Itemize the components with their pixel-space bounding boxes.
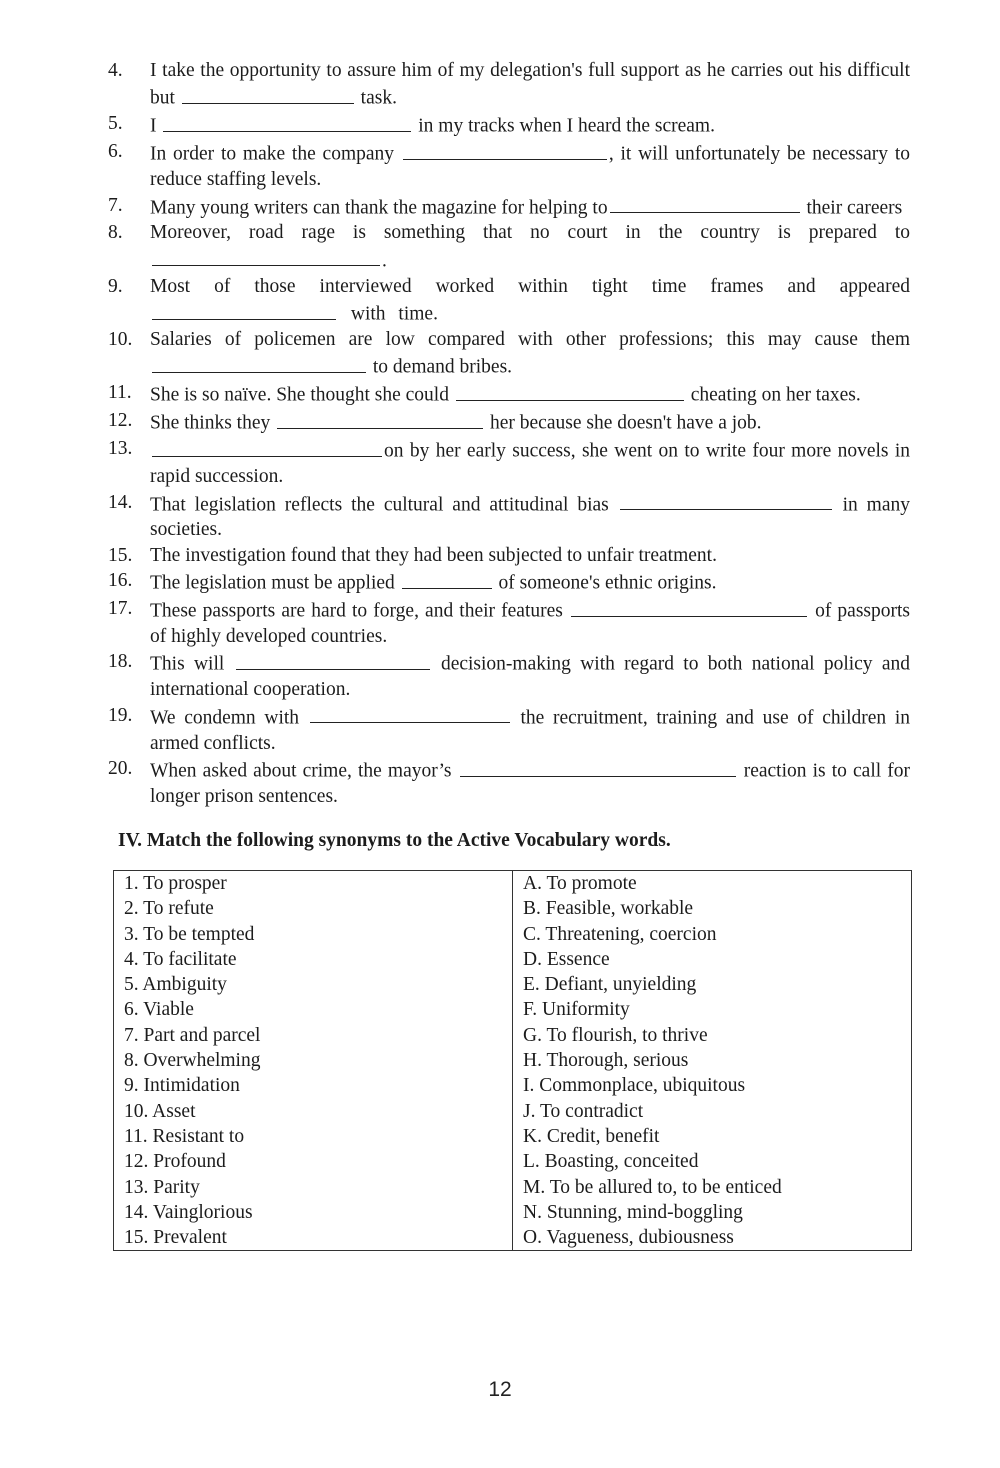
exercise-list	[108, 58, 910, 809]
exercise-item: 18. This will decision-making with regard to both national policy and international cooperation.	[108, 649, 910, 702]
item-number: 15.	[108, 544, 133, 566]
vocabulary-word: 2. To refute	[114, 896, 513, 921]
synonym-option: L. Boasting, conceited	[513, 1149, 912, 1174]
synonym-option: O. Vagueness, dubiousness	[513, 1225, 912, 1251]
exercise-item: 20. When asked about crime, the mayor’s reaction is to call for longer prison sentences.	[108, 756, 910, 809]
exercise-item: 4. I take the opportunity to assure him of my delegation's full support as he carries out his difficult but task.	[108, 58, 910, 111]
item-number: 16.	[108, 570, 133, 592]
item-number: 17.	[108, 598, 133, 620]
vocabulary-word: 8. Overwhelming	[114, 1048, 513, 1073]
exercise-item: 8. Moreover, road rage is something that no court in the country is prepared to .	[108, 220, 910, 273]
item-number: 13.	[108, 438, 133, 460]
vocabulary-word: 11. Resistant to	[114, 1124, 513, 1149]
section-title: IV. Match the following synonyms to the Active Vocabulary words.	[118, 830, 671, 851]
synonym-option: D. Essence	[513, 947, 912, 972]
table-row	[114, 947, 912, 972]
answer-blank[interactable]	[310, 703, 510, 724]
answer-blank[interactable]	[277, 408, 483, 429]
exercise-item: 15. The investigation found that they had been subjected to unfair treatment.	[108, 543, 910, 568]
item-number: 5.	[108, 113, 123, 135]
table-row	[114, 1124, 912, 1149]
synonym-table	[113, 870, 912, 1251]
exercise-item: 9. Most of those interviewed worked within tight time frames and appeared with time.	[108, 274, 910, 327]
item-number: 19.	[108, 704, 133, 726]
vocabulary-word: 7. Part and parcel	[114, 1023, 513, 1048]
answer-blank[interactable]	[571, 596, 807, 617]
vocabulary-word: 4. To facilitate	[114, 947, 513, 972]
exercise-item: 19. We condemn with the recruitment, training and use of children in armed conflicts.	[108, 703, 910, 756]
exercise-item: 16. The legislation must be applied of someone's ethnic origins.	[108, 568, 910, 596]
item-number: 7.	[108, 194, 123, 216]
item-number: 14.	[108, 491, 133, 513]
item-number: 6.	[108, 141, 123, 163]
table-row	[114, 1073, 912, 1098]
synonym-option: G. To flourish, to thrive	[513, 1023, 912, 1048]
table-row	[114, 1149, 912, 1174]
exercise-item: 5. I in my tracks when I heard the scream.	[108, 111, 910, 139]
synonym-option: K. Credit, benefit	[513, 1124, 912, 1149]
answer-blank[interactable]	[152, 436, 382, 457]
table-row	[114, 972, 912, 997]
exercise-item: 10. Salaries of policemen are low compared with other professions; this may cause them to demand bribes.	[108, 327, 910, 380]
synonym-option: H. Thorough, serious	[513, 1048, 912, 1073]
answer-blank[interactable]	[182, 83, 354, 104]
exercise-item: 17. These passports are hard to forge, and their features of passports of highly developed countries.	[108, 596, 910, 649]
synonym-option: M. To be allured to, to be enticed	[513, 1175, 912, 1200]
vocabulary-word: 3. To be tempted	[114, 922, 513, 947]
item-number: 20.	[108, 758, 133, 780]
exercise-item: 13. on by her early success, she went on to write four more novels in rapid succession.	[108, 436, 910, 489]
answer-blank[interactable]	[152, 246, 380, 267]
answer-blank[interactable]	[620, 490, 832, 511]
item-number: 4.	[108, 60, 123, 81]
vocabulary-word: 14. Vainglorious	[114, 1200, 513, 1225]
table-row	[114, 1225, 912, 1251]
table-row	[114, 871, 912, 897]
synonym-option: C. Threatening, coercion	[513, 922, 912, 947]
table-row	[114, 896, 912, 921]
vocabulary-word: 13. Parity	[114, 1175, 513, 1200]
vocabulary-word: 6. Viable	[114, 997, 513, 1022]
vocabulary-word: 9. Intimidation	[114, 1073, 513, 1098]
synonym-option: I. Commonplace, ubiquitous	[513, 1073, 912, 1098]
item-number: 10.	[108, 329, 133, 351]
answer-blank[interactable]	[152, 352, 366, 373]
table-row	[114, 1048, 912, 1073]
answer-blank[interactable]	[152, 299, 336, 320]
vocabulary-word: 1. To prosper	[114, 871, 513, 897]
vocabulary-word: 10. Asset	[114, 1099, 513, 1124]
table-row	[114, 1099, 912, 1124]
table-row	[114, 997, 912, 1022]
exercise-item: 14. That legislation reflects the cultural and attitudinal bias in many societies.	[108, 490, 910, 543]
exercise-item: 6. In order to make the company , it will unfortunately be necessary to reduce staffing levels.	[108, 139, 910, 192]
table-row	[114, 1200, 912, 1225]
table-row	[114, 922, 912, 947]
answer-blank[interactable]	[403, 139, 607, 160]
table-row	[114, 1175, 912, 1200]
vocabulary-word: 12. Profound	[114, 1149, 513, 1174]
synonym-option: B. Feasible, workable	[513, 896, 912, 921]
synonym-option: F. Uniformity	[513, 997, 912, 1022]
answer-blank[interactable]	[610, 193, 800, 214]
item-number: 18.	[108, 651, 133, 673]
synonym-option: E. Defiant, unyielding	[513, 972, 912, 997]
answer-blank[interactable]	[402, 568, 492, 589]
page-number: 12	[488, 1378, 512, 1401]
exercise-item: 7. Many young writers can thank the magazine for helping to their careers	[108, 193, 910, 221]
exercise-item: 11. She is so naïve. She thought she could cheating on her taxes.	[108, 380, 910, 408]
item-number: 8.	[108, 222, 123, 244]
answer-blank[interactable]	[456, 380, 684, 401]
answer-blank[interactable]	[163, 111, 411, 132]
item-number: 9.	[108, 275, 123, 297]
vocabulary-word: 5. Ambiguity	[114, 972, 513, 997]
synonym-option: N. Stunning, mind-boggling	[513, 1200, 912, 1225]
item-number: 12.	[108, 410, 133, 432]
exercise-item: 12. She thinks they her because she doesn't have a job.	[108, 408, 910, 436]
answer-blank[interactable]	[236, 649, 430, 670]
synonym-option: J. To contradict	[513, 1099, 912, 1124]
synonym-option: A. To promote	[513, 871, 912, 897]
vocabulary-word: 15. Prevalent	[114, 1225, 513, 1251]
item-number: 11.	[108, 382, 132, 404]
table-row	[114, 1023, 912, 1048]
answer-blank[interactable]	[460, 756, 736, 777]
